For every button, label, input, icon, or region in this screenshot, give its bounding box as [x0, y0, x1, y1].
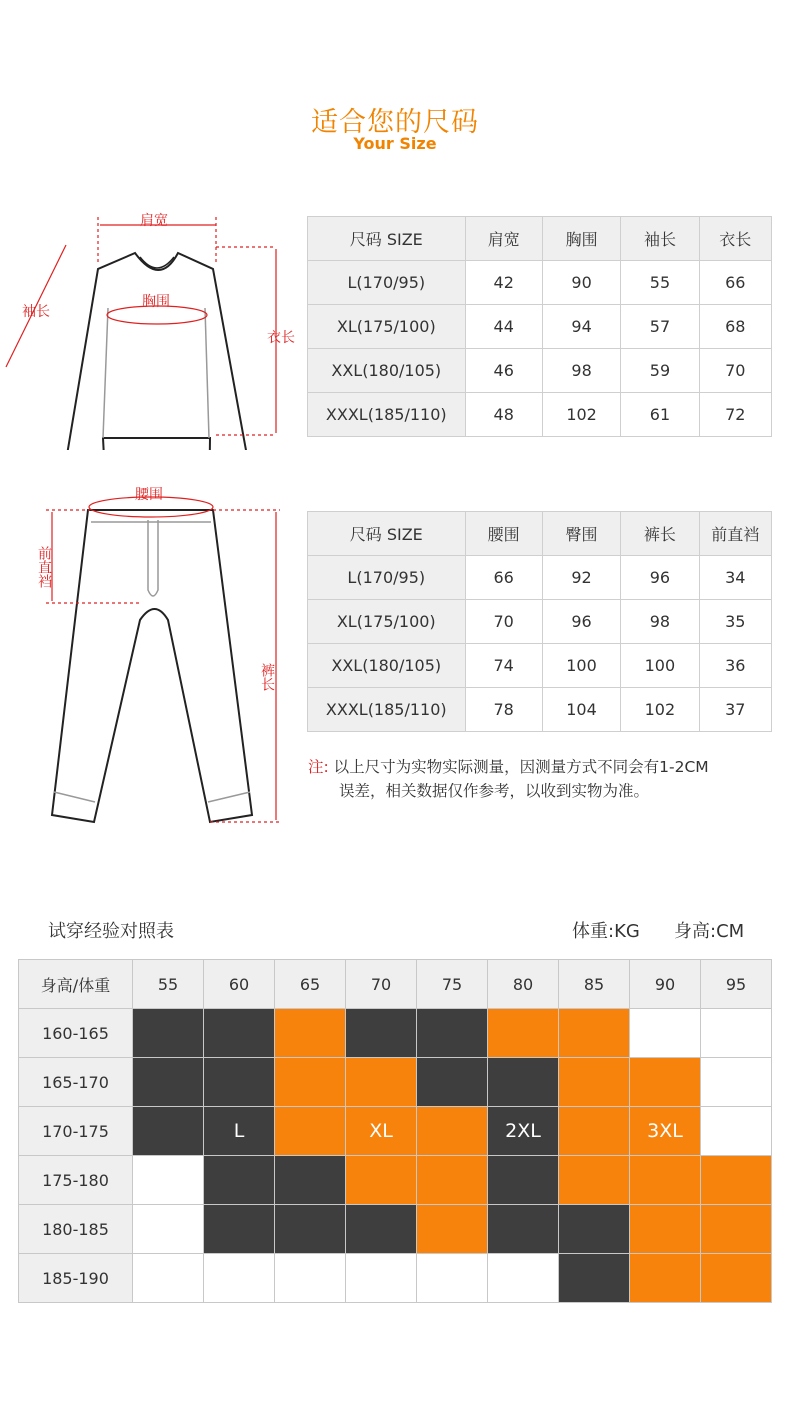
fit-cell — [630, 1205, 701, 1254]
chest-label: 胸围 — [142, 294, 170, 310]
table-row — [19, 1156, 772, 1205]
top-header-cell: 尺码 SIZE — [308, 217, 466, 261]
fit-cell — [346, 1205, 417, 1254]
table-row — [308, 305, 772, 349]
fit-cell — [630, 1107, 701, 1156]
table-row — [19, 1058, 772, 1107]
weight-header-cell: 60 — [204, 960, 275, 1009]
value-cell: 66 — [699, 261, 771, 305]
value-cell: 37 — [699, 688, 771, 732]
value-cell: 90 — [542, 261, 620, 305]
table-row — [19, 1254, 772, 1303]
top-header-cell: 袖长 — [621, 217, 699, 261]
top-header-cell: 衣长 — [699, 217, 771, 261]
fit-cell — [417, 1254, 488, 1303]
weight-header-cell: 65 — [275, 960, 346, 1009]
weight-header-cell: 85 — [559, 960, 630, 1009]
table-row — [19, 1205, 772, 1254]
fit-cell — [488, 1009, 559, 1058]
fit-cell — [417, 1009, 488, 1058]
fit-cell — [133, 1156, 204, 1205]
fit-cell — [275, 1254, 346, 1303]
fit-cell — [346, 1009, 417, 1058]
value-cell: 102 — [621, 688, 699, 732]
page-title: 适合您的尺码 — [311, 107, 479, 138]
table-row — [308, 556, 772, 600]
length-label: 衣长 — [267, 330, 295, 346]
value-cell: 102 — [542, 393, 620, 437]
fit-cell — [275, 1156, 346, 1205]
table-row — [308, 644, 772, 688]
fit-cell — [204, 1254, 275, 1303]
fit-cell — [204, 1156, 275, 1205]
size-cell: XXXL(185/110) — [308, 688, 466, 732]
weight-header-cell: 70 — [346, 960, 417, 1009]
table-row — [308, 349, 772, 393]
height-row-header: 165-170 — [19, 1058, 133, 1107]
table-row — [19, 1009, 772, 1058]
fit-cell — [488, 1156, 559, 1205]
fit-cell — [346, 1107, 417, 1156]
fit-cell — [204, 1205, 275, 1254]
size-note — [308, 755, 778, 803]
value-cell: 72 — [699, 393, 771, 437]
table-row — [308, 261, 772, 305]
fit-cell — [133, 1058, 204, 1107]
fit-size-label: 2XL — [505, 1120, 541, 1142]
trial-corner-cell: 身高/体重 — [19, 960, 133, 1009]
fit-cell — [630, 1156, 701, 1205]
fit-cell — [275, 1107, 346, 1156]
value-cell: 61 — [621, 393, 699, 437]
value-cell: 78 — [465, 688, 542, 732]
weight-header-cell: 80 — [488, 960, 559, 1009]
bottom-header-cell: 尺码 SIZE — [308, 512, 466, 556]
size-cell: XXXL(185/110) — [308, 393, 466, 437]
value-cell: 66 — [465, 556, 542, 600]
fit-cell — [133, 1009, 204, 1058]
weight-header-cell: 90 — [630, 960, 701, 1009]
value-cell: 68 — [699, 305, 771, 349]
fit-cell — [701, 1058, 772, 1107]
value-cell: 104 — [542, 688, 620, 732]
height-row-header: 170-175 — [19, 1107, 133, 1156]
weight-header-cell: 95 — [701, 960, 772, 1009]
value-cell: 42 — [465, 261, 542, 305]
shirt-diagram — [0, 205, 300, 450]
height-row-header: 185-190 — [19, 1254, 133, 1303]
value-cell: 55 — [621, 261, 699, 305]
table-row — [19, 1107, 772, 1156]
shirt-size-table — [307, 216, 772, 437]
fit-cell — [630, 1254, 701, 1303]
pants-length-label: 裤长 — [259, 663, 275, 691]
table-row — [308, 393, 772, 437]
note-line-2: 误差，相关数据仅作参考，以收到实物为准。 — [339, 782, 650, 800]
value-cell: 96 — [542, 600, 620, 644]
fit-size-label: XL — [369, 1120, 393, 1142]
note-prefix: 注: — [308, 758, 329, 776]
size-cell: XXL(180/105) — [308, 349, 466, 393]
sleeve-label: 袖长 — [22, 304, 50, 320]
weight-unit: 体重:KG — [572, 921, 640, 942]
weight-header-cell: 55 — [133, 960, 204, 1009]
size-cell: L(170/95) — [308, 556, 466, 600]
waist-label: 腰围 — [135, 487, 163, 503]
fit-cell — [701, 1254, 772, 1303]
shoulder-label: 肩宽 — [140, 213, 168, 229]
fit-cell — [630, 1058, 701, 1107]
size-cell: XL(175/100) — [308, 305, 466, 349]
fit-cell — [204, 1058, 275, 1107]
size-cell: XL(175/100) — [308, 600, 466, 644]
value-cell: 44 — [465, 305, 542, 349]
value-cell: 46 — [465, 349, 542, 393]
fit-cell — [417, 1156, 488, 1205]
fit-cell — [701, 1205, 772, 1254]
value-cell: 74 — [465, 644, 542, 688]
value-cell: 35 — [699, 600, 771, 644]
value-cell: 70 — [699, 349, 771, 393]
height-row-header: 180-185 — [19, 1205, 133, 1254]
fit-cell — [417, 1205, 488, 1254]
value-cell: 98 — [542, 349, 620, 393]
pants-size-table — [307, 511, 772, 732]
fit-cell — [559, 1156, 630, 1205]
fit-cell — [559, 1107, 630, 1156]
fit-cell — [417, 1107, 488, 1156]
fit-cell — [275, 1205, 346, 1254]
fit-cell — [275, 1009, 346, 1058]
shirt-outline — [44, 253, 272, 450]
fit-cell — [559, 1058, 630, 1107]
value-cell: 98 — [621, 600, 699, 644]
table-row — [308, 688, 772, 732]
fit-cell — [417, 1058, 488, 1107]
height-row-header: 175-180 — [19, 1156, 133, 1205]
trial-title: 试穿经验对照表 — [48, 921, 174, 942]
fit-cell — [204, 1107, 275, 1156]
fit-cell — [133, 1107, 204, 1156]
fit-cell — [346, 1058, 417, 1107]
size-cell: XXL(180/105) — [308, 644, 466, 688]
value-cell: 100 — [542, 644, 620, 688]
fit-cell — [133, 1205, 204, 1254]
size-cell: L(170/95) — [308, 261, 466, 305]
fit-cell — [275, 1058, 346, 1107]
value-cell: 36 — [699, 644, 771, 688]
pants-outline — [52, 510, 252, 822]
fit-cell — [488, 1205, 559, 1254]
value-cell: 57 — [621, 305, 699, 349]
top-header-cell: 肩宽 — [465, 217, 542, 261]
pants-diagram — [0, 480, 300, 830]
fit-cell — [133, 1254, 204, 1303]
value-cell: 59 — [621, 349, 699, 393]
weight-header-cell: 75 — [417, 960, 488, 1009]
value-cell: 94 — [542, 305, 620, 349]
value-cell: 96 — [621, 556, 699, 600]
fit-cell — [488, 1254, 559, 1303]
height-unit: 身高:CM — [674, 921, 745, 942]
value-cell: 48 — [465, 393, 542, 437]
fit-cell — [346, 1156, 417, 1205]
value-cell: 100 — [621, 644, 699, 688]
note-line-1: 以上尺寸为实物实际测量，因测量方式不同会有1-2CM — [333, 758, 709, 776]
fit-cell — [346, 1254, 417, 1303]
fit-cell — [701, 1107, 772, 1156]
height-row-header: 160-165 — [19, 1009, 133, 1058]
fit-size-label: L — [233, 1120, 245, 1142]
bottom-header-cell: 前直裆 — [699, 512, 771, 556]
fit-cell — [559, 1009, 630, 1058]
rise-label: 前直裆 — [36, 546, 52, 588]
trial-chart-table — [18, 959, 772, 1303]
fit-cell — [559, 1254, 630, 1303]
fit-cell — [559, 1205, 630, 1254]
value-cell: 34 — [699, 556, 771, 600]
value-cell: 92 — [542, 556, 620, 600]
table-row — [308, 600, 772, 644]
fit-cell — [630, 1009, 701, 1058]
fit-cell — [701, 1156, 772, 1205]
fit-cell — [488, 1107, 559, 1156]
top-header-cell: 胸围 — [542, 217, 620, 261]
page-subtitle: Your Size — [353, 134, 437, 153]
fit-cell — [701, 1009, 772, 1058]
bottom-header-cell: 腰围 — [465, 512, 542, 556]
fit-cell — [204, 1009, 275, 1058]
fit-cell — [488, 1058, 559, 1107]
bottom-header-cell: 臀围 — [542, 512, 620, 556]
value-cell: 70 — [465, 600, 542, 644]
bottom-header-cell: 裤长 — [621, 512, 699, 556]
fit-size-label: 3XL — [647, 1120, 683, 1142]
